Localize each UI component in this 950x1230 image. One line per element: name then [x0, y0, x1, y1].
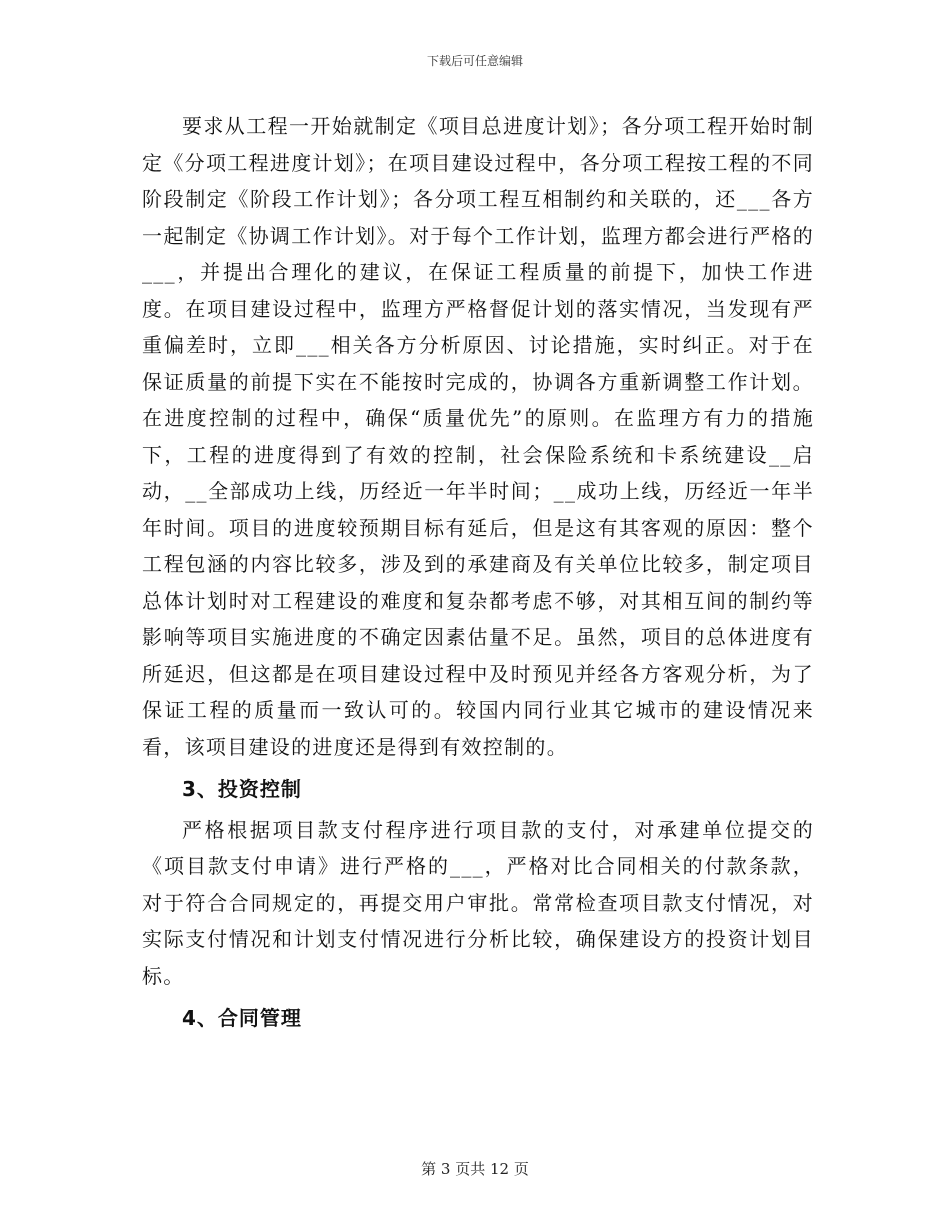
paragraph-progress-control: 要求从工程一开始就制定《项目总进度计划》；各分项工程开始时制定《分项工程进度计划》；在项目建设过程中，各分项工程按工程的不同阶段制定《阶段工作计划》；各分项工程互相制约和关联的，还___各方一起制定《协调工作计划》。对于每个工作计划，监理方都会进行严格的___，并提出合理化的建议，在保证工程质量的前提下，加快工作进度。在项目建设过程中，监理方严格督促计划的落实情况，当发现有严重偏差时，立即___相关各方分析原因、讨论措施，实时纠正。对于在保证质量的前提下实在不能按时完成的，协调各方重新调整工作计划。在进度控制的过程中，确保“质量优先”的原则。在监理方有力的措施下，工程的进度得到了有效的控制，社会保险系统和卡系统建设__启动，__全部成功上线，历经近一年半时间；__成功上线，历经近一年半年时间。项目的进度较预期目标有延后，但是这有其客观的原因：整个工程包涵的内容比较多，涉及到的承建商及有关单位比较多，制定项目总体计划时对工程建设的难度和复杂都考虑不够，对其相互间的制约等影响等项目实施进度的不确定因素估量不足。虽然，项目的总体进度有所延迟，但这都是在项目建设过程中及时预见并经各方客观分析，为了保证工程的质量而一致认可的。较国内同行业其它城市的建设情况来看，该项目建设的进度还是得到有效控制的。	[142, 114, 814, 759]
section-heading-contract-management: 4、合同管理	[182, 1006, 302, 1030]
page-footer-page-number: 第 3 页共 12 页	[421, 1160, 529, 1178]
document-body	[142, 108, 814, 1037]
paragraph-investment-control: 严格根据项目款支付程序进行项目款的支付，对承建单位提交的《项目款支付申请》进行严格的___，严格对比合同相关的付款条款，对于符合合同规定的，再提交用户审批。常常检查项目款支付情况，对实际支付情况和计划支付情况进行分析比较，确保建设方的投资计划目标。	[142, 817, 814, 988]
page-header: 下载后可任意编辑	[426, 54, 523, 68]
section-heading-investment-control: 3、投资控制	[182, 777, 302, 801]
